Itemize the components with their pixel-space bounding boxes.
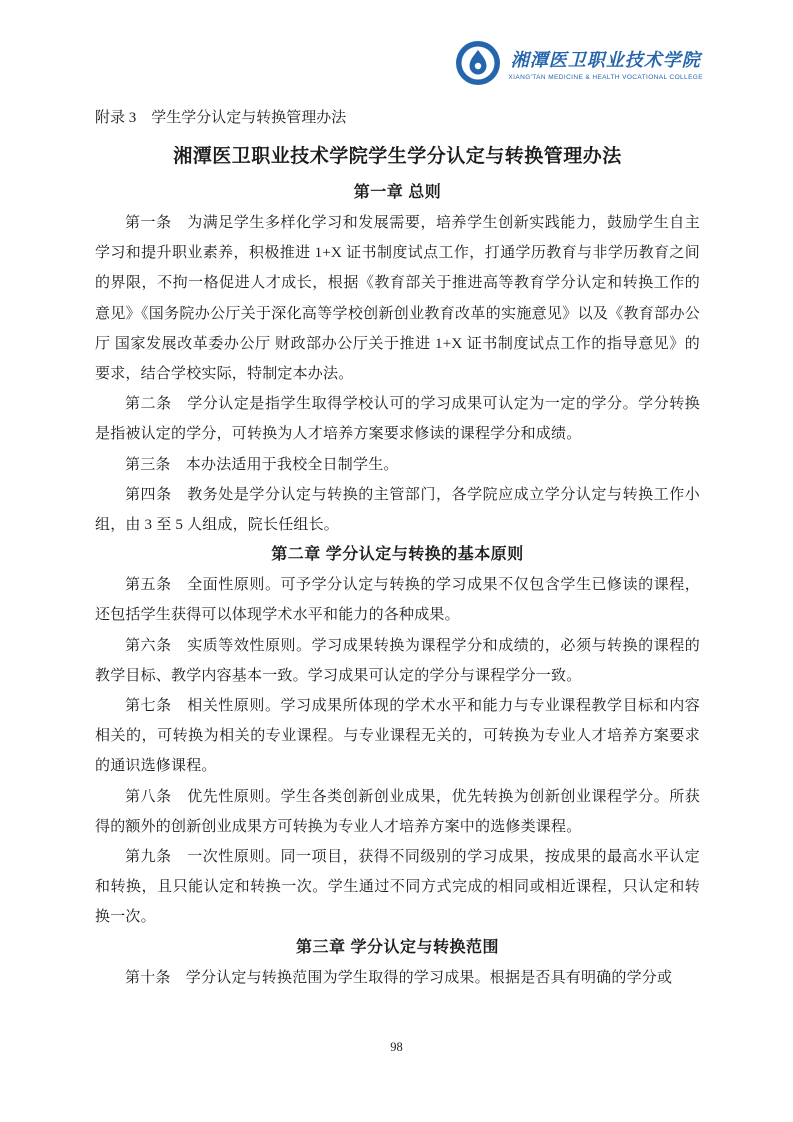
college-logo: [455, 40, 703, 86]
paragraph-article-8: 第八条 优先性原则。学生各类创新创业成果，优先转换为创新创业课程学分。所获得的额外的创新创业成果方可转换为专业人才培养方案中的选修类课程。: [95, 788, 700, 835]
page-footer: [0, 1038, 793, 1056]
paragraph-article-4: 第四条 教务处是学分认定与转换的主管部门，各学院应成立学分认定与转换工作小组，由 3 至 5 人组成，院长任组长。: [95, 486, 700, 534]
chapter-heading-3: 第三章 学分认定与转换范围: [296, 938, 499, 956]
paragraph-article-6: 第六条 实质等效性原则。学习成果转换为课程学分和成绩的，必须与转换的课程的教学目标、教学内容基本一致。学习成果可认定的学分与课程学分一致。: [95, 637, 700, 684]
paragraph-article-2: 第二条 学分认定是指学生取得学校认可的学习成果可认定为一定的学分。学分转换是指被认定的学分，可转换为人才培养方案要求修读的课程学分和成绩。: [95, 396, 700, 443]
logo-college-name: 湘潭医卫职业技术学院: [510, 49, 701, 71]
college-emblem-icon: [455, 40, 501, 86]
appendix-label: 附录 3 学生学分认定与转换管理办法: [95, 110, 347, 126]
document-title: 湘潭医卫职业技术学院学生学分认定与转换管理办法: [173, 146, 622, 167]
college-logo-text: [508, 46, 703, 81]
paragraph-article-7: 第七条 相关性原则。学习成果所体现的学术水平和能力与专业课程教学目标和内容相关的，可转换为相关的专业课程。与专业课程无关的，可转换为专业人才培养方案要求的通识选修课程。: [95, 698, 700, 775]
paragraph-article-1: 第一条 为满足学生多样化学习和发展需要，培养学生创新实践能力，鼓励学生自主学习和提升职业素养，积极推进 1+X 证书制度试点工作，打通学历教育与非学历教育之间的界限，不拘一格促进人才成长，根据《教育部关于推进高等教育学分认定和转换工作的意见》《国务院办公厅关于深化高等学校创新创业教育改革的实施意见》以及《教育部办公厅 国家发展改革委办公厅 财政部办公厅关于推进 1+X 证书制度试点工作的指导意见》的要求，结合学校实际，特制定本办法。: [95, 215, 700, 383]
paragraph-article-9: 第九条 一次性原则。同一项目，获得不同级别的学习成果，按成果的最高水平认定和转换，且只能认定和转换一次。学生通过不同方式完成的相同或相近课程，只认定和转换一次。: [95, 849, 700, 926]
paragraph-article-3: 第三条 本办法适用于我校全日制学生。: [125, 456, 399, 473]
paragraph-article-10: 第十条 学分认定与转换范围为学生取得的学习成果。根据是否具有明确的学分或: [125, 969, 673, 986]
chapter-heading-2: 第二章 学分认定与转换的基本原则: [271, 546, 524, 564]
document-content: [95, 106, 700, 993]
paragraph-article-5: 第五条 全面性原则。可予学分认定与转换的学习成果不仅包含学生已修读的课程，还包括学生获得可以体现学术水平和能力的各种成果。: [95, 577, 700, 624]
page-number: 98: [390, 1040, 403, 1054]
chapter-heading-1: 第一章 总则: [353, 184, 442, 201]
logo-college-name-en: XIANG'TAN MEDICINE & HEALTH VOCATIONAL COLLEGE: [508, 73, 703, 81]
